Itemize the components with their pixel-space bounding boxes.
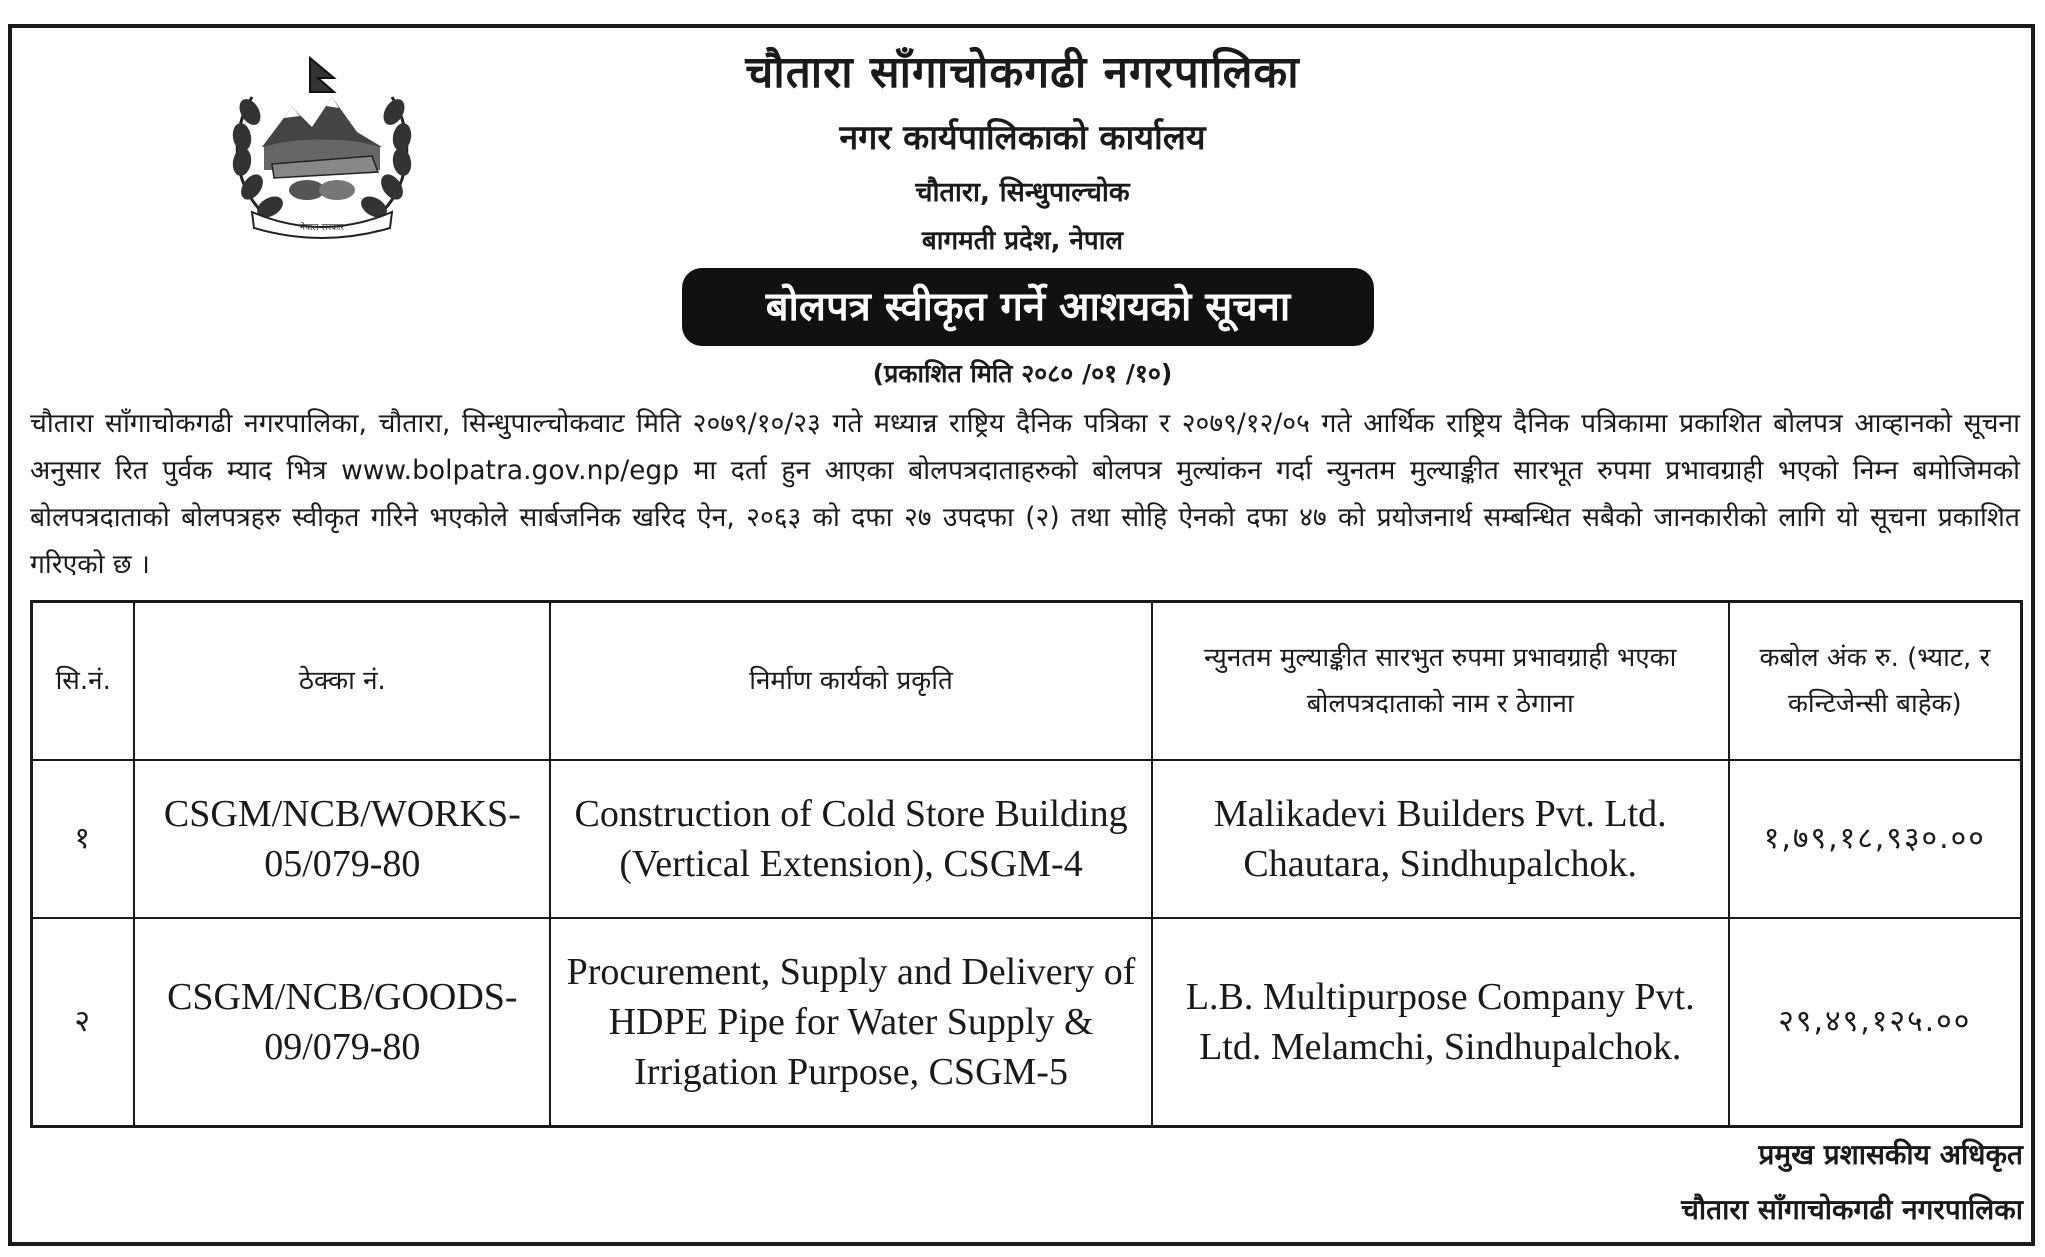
notice-heading: बोलपत्र स्वीकृत गर्ने आशयको सूचना — [682, 268, 1374, 346]
table-row — [32, 760, 2022, 918]
row-sn: १ — [32, 760, 135, 918]
column-header-sn: सि.नं. — [32, 602, 135, 761]
municipality-title: चौतारा साँगाचोकगढी नगरपालिका — [745, 47, 1300, 98]
table-row — [32, 918, 2022, 1127]
notice-header — [0, 38, 2045, 264]
office-name: नगर कार्यपालिकाको कार्यालय — [839, 118, 1206, 158]
column-header-work: निर्माण कार्यको प्रकृति — [550, 602, 1152, 761]
column-header-contract: ठेक्का नं. — [134, 602, 550, 761]
emblem-ribbon-text: नेपाल सरकार — [299, 223, 345, 233]
row-sn: २ — [32, 918, 135, 1127]
signatory-designation: प्रमुख प्रशासकीय अधिकृत — [1758, 1138, 2023, 1171]
row-bidder: L.B. Multipurpose Company Pvt. Ltd. Melamchi, Sindhupalchok. — [1152, 918, 1729, 1127]
row-bidder: Malikadevi Builders Pvt. Ltd. Chautara, Sindhupalchok. — [1152, 760, 1729, 918]
table-header-row — [32, 602, 2022, 761]
office-address: चौतारा, सिन्धुपाल्चोक — [915, 177, 1130, 208]
province-country: बागमती प्रदेश, नेपाल — [921, 226, 1124, 256]
row-amount: १,७९,१८,९३०.०० — [1729, 760, 2022, 918]
row-contract: CSGM/NCB/WORKS-05/079-80 — [134, 760, 550, 918]
column-header-amount: कबोल अंक रु. (भ्याट, र कन्टिजेन्सी बाहेक) — [1729, 602, 2022, 761]
row-contract: CSGM/NCB/GOODS-09/079-80 — [134, 918, 550, 1127]
publication-date: (प्रकाशित मिति २०८० /०१ /१०) — [872, 359, 1173, 388]
column-header-bidder: न्युनतम मुल्याङ्कीत सारभुत रुपमा प्रभावग्राही भएका बोलपत्रदाताको नाम र ठेगाना — [1152, 602, 1729, 761]
signatory-office: चौतारा साँगाचोकगढी नगरपालिका — [1681, 1193, 2023, 1226]
notice-body: चौतारा साँगाचोकगढी नगरपालिका, चौतारा, सिन्धुपाल्चोकवाट मिति २०७९/१०/२३ गते मध्यान्न राष्ट्रिय दैनिक पत्रिका र २०७९/१२/०५ गते आर्थिक राष्ट्रिय दैनिक पत्रिकामा प्रकाशित बोलपत्र आव्हानको सूचना अनुसार रित पुर्वक म्याद भित्र www.bolpatra.gov.np/egp मा दर्ता हुन आएका बोलपत्रदाताहरुको बोलपत्र मुल्यांकन गर्दा न्युनतम मुल्याङ्कीत सारभूत रुपमा प्रभावग्राही भएको निम्न बमोजिमको बोलपत्रदाताको बोलपत्रहरु स्वीकृत गरिने भएकोले सार्बजनिक खरिद ऐन, २०६३ को दफा २७ उपदफा (२) तथा सोहि ऐनको दफा ४७ को प्रयोजनार्थ सम्बन्धित सबैको जानकारीको लागि यो सूचना प्रकाशित गरिएको छ । — [30, 408, 2020, 580]
row-amount: २९,४९,१२५.०० — [1729, 918, 2022, 1127]
bids-table — [30, 600, 2023, 1128]
row-work: Construction of Cold Store Building (Vertical Extension), CSGM-4 — [550, 760, 1152, 918]
row-work: Procurement, Supply and Delivery of HDPE Pipe for Water Supply & Irrigation Purpose, CSGM-5 — [550, 918, 1152, 1127]
